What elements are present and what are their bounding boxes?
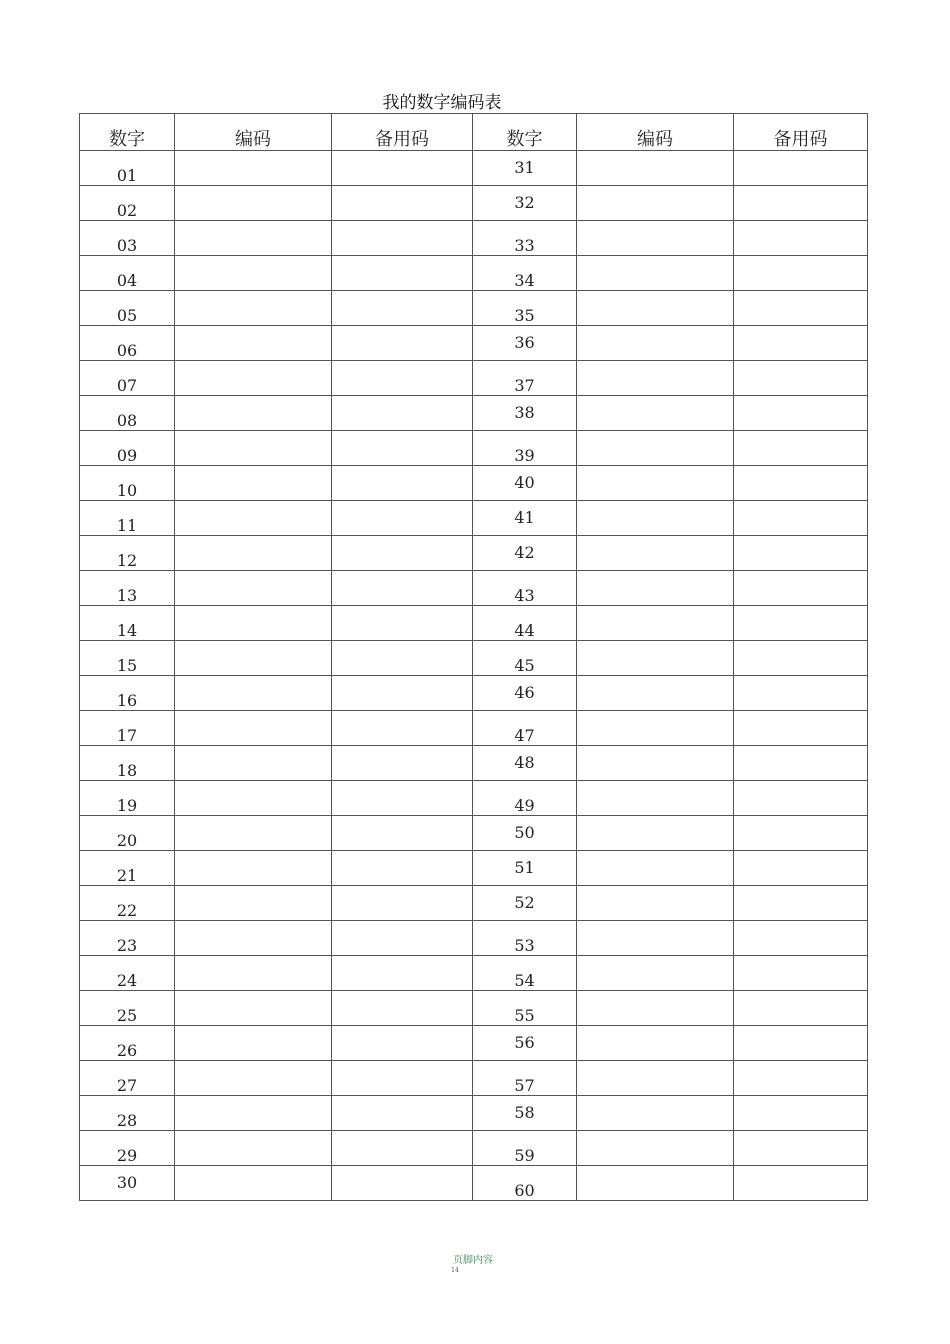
- number-cell-right: 37: [473, 361, 577, 396]
- code-cell-right[interactable]: [577, 781, 734, 816]
- table-row: [80, 676, 868, 711]
- backup-code-cell-right[interactable]: [734, 1026, 868, 1061]
- code-cell-right[interactable]: [577, 256, 734, 291]
- table-row: [80, 186, 868, 221]
- backup-code-cell-right[interactable]: [734, 851, 868, 886]
- table-row: [80, 151, 868, 186]
- code-cell-left[interactable]: [175, 746, 332, 781]
- number-cell-left: 15: [80, 641, 175, 676]
- backup-code-cell-right[interactable]: [734, 361, 868, 396]
- code-cell-left[interactable]: [175, 606, 332, 641]
- code-cell-left[interactable]: [175, 326, 332, 361]
- number-cell-right: 45: [473, 641, 577, 676]
- code-cell-left[interactable]: [175, 466, 332, 501]
- backup-code-cell-left[interactable]: [332, 361, 473, 396]
- table-row: [80, 746, 868, 781]
- table-row: [80, 326, 868, 361]
- number-cell-left: 01: [80, 151, 175, 186]
- table-row: [80, 816, 868, 851]
- code-cell-right[interactable]: [577, 921, 734, 956]
- code-cell-right[interactable]: [577, 466, 734, 501]
- backup-code-cell-right[interactable]: [734, 1131, 868, 1166]
- code-cell-right[interactable]: [577, 1026, 734, 1061]
- header-number-left: 数字: [80, 114, 175, 151]
- table-row: [80, 1096, 868, 1131]
- backup-code-cell-right[interactable]: [734, 186, 868, 221]
- number-cell-right: 46: [473, 676, 577, 711]
- table-row: [80, 466, 868, 501]
- code-cell-right[interactable]: [577, 186, 734, 221]
- backup-code-cell-right[interactable]: [734, 256, 868, 291]
- code-cell-right[interactable]: [577, 1096, 734, 1131]
- backup-code-cell-left[interactable]: [332, 886, 473, 921]
- code-cell-left[interactable]: [175, 1096, 332, 1131]
- number-cell-right: 49: [473, 781, 577, 816]
- number-cell-right: 50: [473, 816, 577, 851]
- code-cell-right[interactable]: [577, 816, 734, 851]
- table-row: [80, 501, 868, 536]
- backup-code-cell-right[interactable]: [734, 886, 868, 921]
- table-row: [80, 1061, 868, 1096]
- code-cell-left[interactable]: [175, 711, 332, 746]
- backup-code-cell-right[interactable]: [734, 816, 868, 851]
- backup-code-cell-left[interactable]: [332, 711, 473, 746]
- number-cell-left: 06: [80, 326, 175, 361]
- code-cell-left[interactable]: [175, 676, 332, 711]
- header-code-right: 编码: [577, 114, 734, 151]
- number-cell-left: 10: [80, 466, 175, 501]
- backup-code-cell-left[interactable]: [332, 676, 473, 711]
- page-title: 我的数字编码表: [382, 93, 502, 113]
- backup-code-cell-right[interactable]: [734, 326, 868, 361]
- code-cell-right[interactable]: [577, 1061, 734, 1096]
- code-cell-left[interactable]: [175, 816, 332, 851]
- code-cell-right[interactable]: [577, 711, 734, 746]
- number-cell-right: 41: [473, 501, 577, 536]
- number-cell-left: 09: [80, 431, 175, 466]
- backup-code-cell-right[interactable]: [734, 396, 868, 431]
- backup-code-cell-right[interactable]: [734, 956, 868, 991]
- code-cell-left[interactable]: [175, 396, 332, 431]
- number-cell-left: 16: [80, 676, 175, 711]
- number-cell-left: 18: [80, 746, 175, 781]
- backup-code-cell-left[interactable]: [332, 151, 473, 186]
- footer-page-number: 14: [451, 1267, 459, 1274]
- number-cell-right: 48: [473, 746, 577, 781]
- number-cell-left: 02: [80, 186, 175, 221]
- number-cell-left: 24: [80, 956, 175, 991]
- backup-code-cell-right[interactable]: [734, 501, 868, 536]
- number-cell-right: 56: [473, 1026, 577, 1061]
- code-cell-left[interactable]: [175, 431, 332, 466]
- code-cell-right[interactable]: [577, 606, 734, 641]
- number-cell-left: 04: [80, 256, 175, 291]
- number-cell-left: 28: [80, 1096, 175, 1131]
- backup-code-cell-left[interactable]: [332, 221, 473, 256]
- backup-code-cell-right[interactable]: [734, 746, 868, 781]
- table-row: [80, 221, 868, 256]
- number-cell-right: 59: [473, 1131, 577, 1166]
- backup-code-cell-left[interactable]: [332, 326, 473, 361]
- number-cell-right: 58: [473, 1096, 577, 1131]
- backup-code-cell-left[interactable]: [332, 1096, 473, 1131]
- number-cell-right: 57: [473, 1061, 577, 1096]
- number-cell-right: 43: [473, 571, 577, 606]
- code-cell-left[interactable]: [175, 221, 332, 256]
- table-row: [80, 396, 868, 431]
- table-row: [80, 991, 868, 1026]
- number-cell-left: 13: [80, 571, 175, 606]
- number-cell-right: 51: [473, 851, 577, 886]
- code-cell-right[interactable]: [577, 956, 734, 991]
- code-cell-left[interactable]: [175, 1061, 332, 1096]
- code-cell-right[interactable]: [577, 746, 734, 781]
- header-backup-code-right: 备用码: [734, 114, 868, 151]
- code-cell-right[interactable]: [577, 676, 734, 711]
- number-cell-left: 05: [80, 291, 175, 326]
- backup-code-cell-left[interactable]: [332, 641, 473, 676]
- table-row: [80, 536, 868, 571]
- backup-code-cell-left[interactable]: [332, 851, 473, 886]
- backup-code-cell-left[interactable]: [332, 291, 473, 326]
- code-cell-right[interactable]: [577, 641, 734, 676]
- table-row: [80, 711, 868, 746]
- table-row: [80, 641, 868, 676]
- code-cell-left[interactable]: [175, 886, 332, 921]
- code-cell-right[interactable]: [577, 886, 734, 921]
- number-cell-left: 27: [80, 1061, 175, 1096]
- table-row: [80, 361, 868, 396]
- backup-code-cell-left[interactable]: [332, 186, 473, 221]
- code-cell-right[interactable]: [577, 326, 734, 361]
- backup-code-cell-right[interactable]: [734, 991, 868, 1026]
- number-cell-right: 34: [473, 256, 577, 291]
- number-cell-left: 26: [80, 1026, 175, 1061]
- header-backup-code-left: 备用码: [332, 114, 473, 151]
- number-code-table: [79, 113, 868, 1201]
- number-cell-left: 21: [80, 851, 175, 886]
- backup-code-cell-left[interactable]: [332, 921, 473, 956]
- code-cell-left[interactable]: [175, 1026, 332, 1061]
- table-row: [80, 291, 868, 326]
- number-cell-left: 08: [80, 396, 175, 431]
- backup-code-cell-right[interactable]: [734, 536, 868, 571]
- number-cell-left: 23: [80, 921, 175, 956]
- backup-code-cell-left[interactable]: [332, 746, 473, 781]
- backup-code-cell-left[interactable]: [332, 431, 473, 466]
- backup-code-cell-right[interactable]: [734, 921, 868, 956]
- number-cell-right: 31: [473, 151, 577, 186]
- number-cell-left: 25: [80, 991, 175, 1026]
- backup-code-cell-right[interactable]: [734, 641, 868, 676]
- backup-code-cell-right[interactable]: [734, 711, 868, 746]
- backup-code-cell-right[interactable]: [734, 1096, 868, 1131]
- table-row: [80, 1026, 868, 1061]
- code-cell-right[interactable]: [577, 361, 734, 396]
- code-cell-left[interactable]: [175, 501, 332, 536]
- table-header-row: [80, 114, 868, 151]
- code-cell-right[interactable]: [577, 221, 734, 256]
- code-cell-left[interactable]: [175, 256, 332, 291]
- code-cell-right[interactable]: [577, 991, 734, 1026]
- backup-code-cell-left[interactable]: [332, 816, 473, 851]
- code-cell-right[interactable]: [577, 571, 734, 606]
- backup-code-cell-right[interactable]: [734, 1061, 868, 1096]
- number-cell-right: 33: [473, 221, 577, 256]
- number-cell-left: 29: [80, 1131, 175, 1166]
- number-cell-right: 54: [473, 956, 577, 991]
- number-cell-left: 12: [80, 536, 175, 571]
- number-cell-right: 53: [473, 921, 577, 956]
- code-cell-right[interactable]: [577, 396, 734, 431]
- number-cell-left: 14: [80, 606, 175, 641]
- backup-code-cell-left[interactable]: [332, 256, 473, 291]
- number-cell-left: 22: [80, 886, 175, 921]
- number-cell-right: 52: [473, 886, 577, 921]
- backup-code-cell-left[interactable]: [332, 1026, 473, 1061]
- backup-code-cell-right[interactable]: [734, 291, 868, 326]
- backup-code-cell-left[interactable]: [332, 781, 473, 816]
- code-cell-left[interactable]: [175, 291, 332, 326]
- table-row: [80, 956, 868, 991]
- number-cell-right: 55: [473, 991, 577, 1026]
- number-cell-left: 20: [80, 816, 175, 851]
- number-cell-right: 47: [473, 711, 577, 746]
- header-code-left: 编码: [175, 114, 332, 151]
- number-cell-right: 38: [473, 396, 577, 431]
- code-cell-left[interactable]: [175, 571, 332, 606]
- backup-code-cell-left[interactable]: [332, 571, 473, 606]
- code-cell-right[interactable]: [577, 431, 734, 466]
- backup-code-cell-left[interactable]: [332, 991, 473, 1026]
- number-cell-right: 32: [473, 186, 577, 221]
- table-row: [80, 606, 868, 641]
- number-cell-right: 44: [473, 606, 577, 641]
- number-cell-right: 36: [473, 326, 577, 361]
- code-cell-left[interactable]: [175, 781, 332, 816]
- number-cell-right: 39: [473, 431, 577, 466]
- number-cell-left: 30: [80, 1166, 175, 1201]
- table-row: [80, 781, 868, 816]
- backup-code-cell-right[interactable]: [734, 676, 868, 711]
- backup-code-cell-left[interactable]: [332, 606, 473, 641]
- number-cell-right: 40: [473, 466, 577, 501]
- backup-code-cell-right[interactable]: [734, 466, 868, 501]
- backup-code-cell-left[interactable]: [332, 536, 473, 571]
- code-cell-left[interactable]: [175, 851, 332, 886]
- backup-code-cell-right[interactable]: [734, 1166, 868, 1201]
- number-cell-left: 11: [80, 501, 175, 536]
- code-cell-left[interactable]: [175, 956, 332, 991]
- table-row: [80, 431, 868, 466]
- code-cell-left[interactable]: [175, 186, 332, 221]
- backup-code-cell-left[interactable]: [332, 956, 473, 991]
- number-cell-right: 60: [473, 1166, 577, 1201]
- backup-code-cell-left[interactable]: [332, 466, 473, 501]
- code-cell-right[interactable]: [577, 1131, 734, 1166]
- table-row: [80, 1131, 868, 1166]
- code-cell-left[interactable]: [175, 151, 332, 186]
- code-cell-left[interactable]: [175, 536, 332, 571]
- backup-code-cell-right[interactable]: [734, 781, 868, 816]
- backup-code-cell-right[interactable]: [734, 606, 868, 641]
- number-cell-right: 42: [473, 536, 577, 571]
- backup-code-cell-right[interactable]: [734, 431, 868, 466]
- backup-code-cell-left[interactable]: [332, 396, 473, 431]
- backup-code-cell-right[interactable]: [734, 571, 868, 606]
- backup-code-cell-right[interactable]: [734, 151, 868, 186]
- code-cell-left[interactable]: [175, 921, 332, 956]
- footer-text: 页脚内容: [453, 1255, 493, 1266]
- header-number-right: 数字: [473, 114, 577, 151]
- number-cell-left: 17: [80, 711, 175, 746]
- backup-code-cell-left[interactable]: [332, 1061, 473, 1096]
- number-cell-left: 07: [80, 361, 175, 396]
- code-cell-left[interactable]: [175, 361, 332, 396]
- code-cell-right[interactable]: [577, 501, 734, 536]
- table-row: [80, 256, 868, 291]
- number-cell-right: 35: [473, 291, 577, 326]
- backup-code-cell-right[interactable]: [734, 221, 868, 256]
- backup-code-cell-left[interactable]: [332, 501, 473, 536]
- code-cell-left[interactable]: [175, 991, 332, 1026]
- code-cell-left[interactable]: [175, 1166, 332, 1201]
- table-row: [80, 886, 868, 921]
- number-cell-left: 19: [80, 781, 175, 816]
- table-row: [80, 851, 868, 886]
- code-cell-left[interactable]: [175, 1131, 332, 1166]
- number-cell-left: 03: [80, 221, 175, 256]
- code-cell-right[interactable]: [577, 1166, 734, 1201]
- table-row: [80, 571, 868, 606]
- code-cell-left[interactable]: [175, 641, 332, 676]
- backup-code-cell-left[interactable]: [332, 1166, 473, 1201]
- code-cell-right[interactable]: [577, 151, 734, 186]
- backup-code-cell-left[interactable]: [332, 1131, 473, 1166]
- table-row: [80, 921, 868, 956]
- table-row: [80, 1166, 868, 1201]
- code-cell-right[interactable]: [577, 291, 734, 326]
- code-cell-right[interactable]: [577, 851, 734, 886]
- code-cell-right[interactable]: [577, 536, 734, 571]
